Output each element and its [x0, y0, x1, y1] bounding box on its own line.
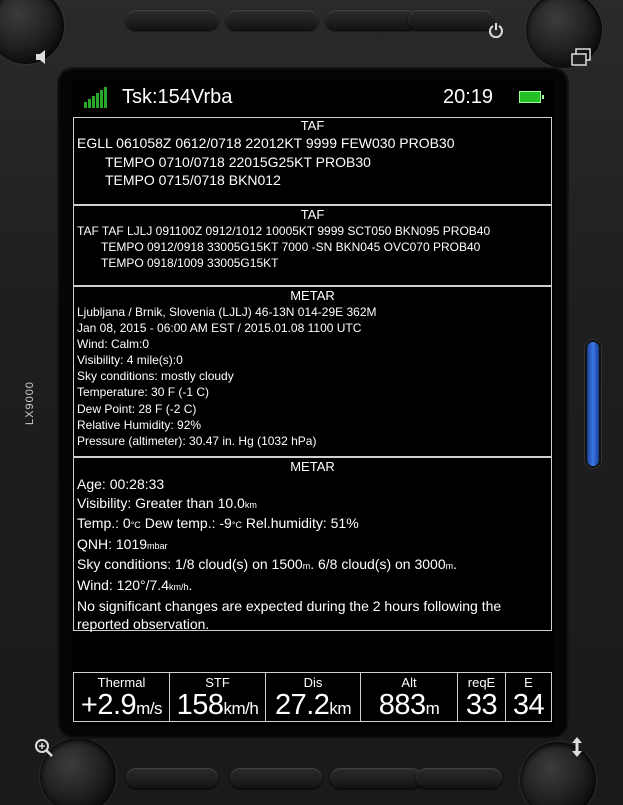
metar-sky: Sky conditions: 1/8 cloud(s) on 1500m. 6/8 cloud(s) on 3000m. — [77, 556, 458, 573]
rotary-knob-bottom-right[interactable] — [520, 742, 596, 805]
metar-line: Wind: Calm:0 — [77, 337, 150, 352]
panel-title: METAR — [290, 459, 335, 474]
navbox-value: 34 — [512, 689, 545, 721]
zoom-icon[interactable] — [34, 738, 54, 763]
bottom-button-1[interactable] — [126, 768, 218, 788]
navbox-thermal[interactable] — [73, 672, 170, 722]
navbox-row — [73, 672, 552, 722]
metar-panel-2[interactable] — [73, 457, 552, 631]
taf-line: EGLL 061058Z 0612/0718 22012KT 9999 FEW030 PROB30 — [77, 135, 455, 151]
task-name[interactable]: Tsk:154Vrba — [122, 86, 233, 108]
status-bar — [72, 80, 554, 114]
taf-line: TEMPO 0715/0718 BKN012 — [105, 172, 281, 188]
metar-line: Visibility: 4 mile(s):0 — [77, 353, 183, 368]
navbox-value: +2.9 — [80, 689, 137, 721]
navbox-label: STF — [205, 675, 230, 690]
volume-icon[interactable] — [34, 48, 52, 71]
navbox-unit: m/s — [136, 699, 163, 718]
rotary-knob-top-left[interactable] — [0, 0, 64, 64]
power-icon[interactable] — [488, 22, 504, 43]
panel-title: METAR — [290, 288, 335, 303]
clock: 20:19 — [443, 86, 494, 108]
taf-line: TAF TAF LJLJ 091100Z 0912/1012 10005KT 9999 SCT050 BKN095 PROB40 — [77, 224, 491, 238]
navbox-label: Alt — [401, 675, 417, 690]
bottom-button-3[interactable] — [330, 768, 422, 788]
panel-title: TAF — [300, 207, 325, 222]
navbox-distance[interactable] — [265, 672, 361, 722]
top-button-2[interactable] — [226, 10, 318, 30]
navbox-value: 158 — [176, 689, 224, 721]
taf-line: TEMPO 0912/0918 33005G15KT 7000 -SN BKN045 OVC070 PROB40 — [101, 240, 481, 254]
metar-age: Age: 00:28:33 — [77, 476, 165, 492]
battery-full-icon — [519, 91, 541, 103]
top-button-1[interactable] — [126, 10, 218, 30]
navbox-stf[interactable] — [169, 672, 266, 722]
top-button-3[interactable] — [326, 10, 418, 30]
metar-line: Relative Humidity: 92% — [77, 417, 202, 432]
taf-line: TEMPO 0918/1009 33005G15KT — [101, 256, 279, 270]
taf-line: TEMPO 0710/0718 22015G25KT PROB30 — [105, 153, 371, 170]
bottom-button-2[interactable] — [230, 768, 322, 788]
metar-qnh: QNH: 1019mbar — [77, 535, 168, 552]
navbox-altitude[interactable] — [360, 672, 458, 722]
metar-remark: No significant changes are expected during the 2 hours following the — [77, 597, 502, 614]
top-button-4[interactable] — [408, 10, 494, 30]
navbox-glide[interactable] — [505, 672, 552, 722]
metar-visibility: Visibility: Greater than 10.0km — [77, 494, 257, 511]
side-scroll-slider[interactable] — [587, 342, 599, 466]
vertical-arrows-icon[interactable] — [570, 736, 584, 763]
navbox-value: 27.2 — [274, 689, 330, 721]
navbox-label: reqE — [467, 675, 496, 690]
navbox-unit: km — [329, 699, 352, 718]
bottom-button-4[interactable] — [416, 768, 502, 788]
metar-remark: reported observation. — [77, 616, 210, 633]
navbox-label: E — [524, 675, 533, 690]
metar-line: Sky conditions: mostly cloudy — [77, 369, 234, 384]
navbox-value: 883 — [378, 689, 426, 721]
navbox-label: Dis — [303, 675, 323, 690]
taf-panel-1[interactable] — [73, 117, 552, 205]
taf-panel-2[interactable] — [73, 205, 552, 286]
metar-line: Temperature: 30 F (-1 C) — [77, 385, 210, 400]
signal-bars-icon — [84, 86, 110, 108]
metar-line: Pressure (altimeter): 30.47 in. Hg (1032 hPa) — [77, 433, 317, 448]
navbox-unit: m — [425, 699, 440, 718]
window-switch-icon[interactable] — [570, 48, 592, 73]
metar-temperature: Temp.: 0°C Dew temp.: -9°C Rel.humidity: 51% — [77, 515, 359, 532]
navbox-unit: km/h — [223, 699, 259, 718]
device-model-label: LX9000 — [24, 381, 36, 425]
metar-line: Dew Point: 28 F (-2 C) — [77, 401, 197, 416]
metar-line: Jan 08, 2015 - 06:00 AM EST / 2015.01.08 1100 UTC — [77, 321, 362, 336]
metar-panel-1[interactable] — [73, 286, 552, 457]
metar-line: Ljubljana / Brnik, Slovenia (LJLJ) 46-13N 014-29E 362M — [77, 305, 377, 319]
navbox-required-glide[interactable] — [457, 672, 506, 722]
panel-title: TAF — [300, 118, 325, 133]
screen — [72, 80, 554, 726]
navbox-value: 33 — [465, 689, 498, 721]
metar-wind: Wind: 120°/7.4km/h. — [77, 576, 193, 593]
navbox-label: Thermal — [97, 675, 146, 690]
